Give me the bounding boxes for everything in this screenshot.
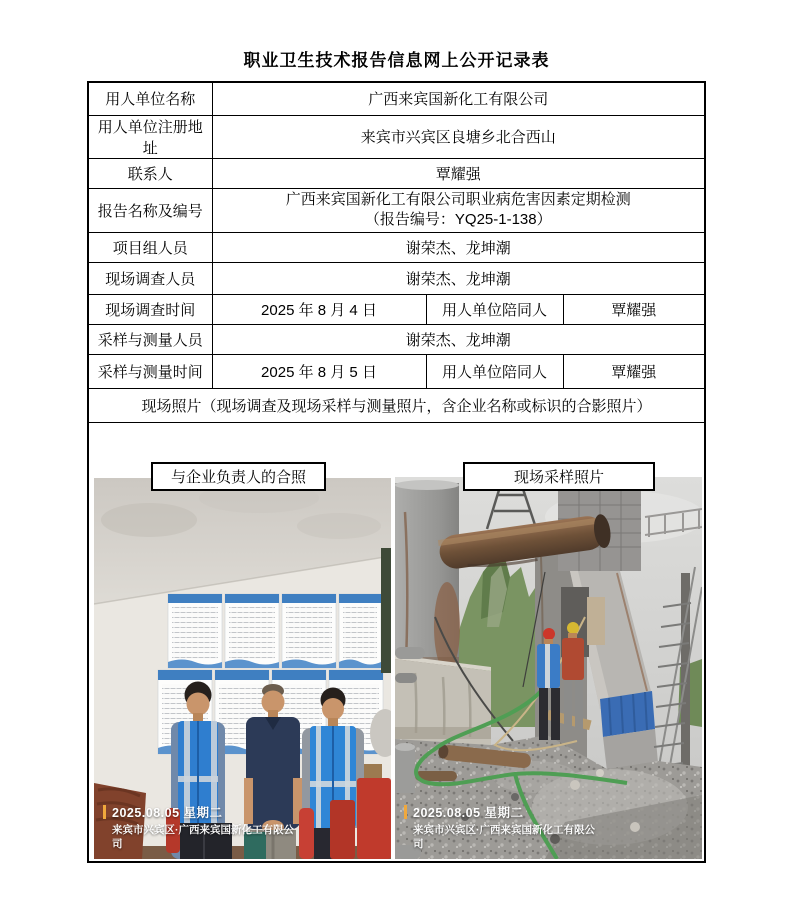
field-value-report-name [212,188,705,232]
group-photo [94,478,391,859]
field-label-project-team: 项目组人员 [88,232,212,262]
group-photo-illustration [94,478,391,859]
timestamp-date-row [404,803,595,821]
field-label-sampling-companion: 用人单位陪同人 [426,354,563,388]
table-row [88,115,705,158]
field-label-sampling-time: 采样与测量时间 [88,354,212,388]
group-photo-caption: 与企业负责人的合照 [151,462,326,491]
field-label-unit-name: 用人单位名称 [88,82,212,115]
timestamp-bar-icon [103,805,106,819]
timestamp-location: 来宾市兴宾区·广西来宾国新化工有限公司 [112,824,294,850]
field-value-unit-name: 广西来宾国新化工有限公司 [212,82,705,115]
field-value-sampling-staff: 谢荣杰、龙坤潮 [212,324,705,354]
photo-timestamp [103,803,294,851]
report-number-line2: （报告编号：YQ25-1-138） [364,211,552,228]
timestamp-date-row [103,803,294,821]
field-label-survey-staff: 现场调查人员 [88,262,212,294]
field-label-survey-time: 现场调查时间 [88,294,212,324]
page-title: 职业卫生技术报告信息网上公开记录表 [243,51,550,70]
field-label-survey-companion: 用人单位陪同人 [426,294,563,324]
table-row [88,232,705,262]
timestamp-location: 来宾市兴宾区·广西来宾国新化工有限公司 [413,824,595,850]
field-value-project-team: 谢荣杰、龙坤潮 [212,232,705,262]
field-value-unit-address: 来宾市兴宾区良塘乡北合西山 [212,115,705,158]
field-value-sampling-date: 2025 年 8 月 5 日 [212,354,426,388]
field-label-contact: 联系人 [88,158,212,188]
photos-cell [88,422,705,862]
field-label-sampling-staff: 采样与测量人员 [88,324,212,354]
photo-timestamp [404,803,595,851]
table-row [88,354,705,388]
table-row [88,82,705,115]
table-row [88,158,705,188]
field-label-unit-address: 用人单位注册地址 [88,115,212,158]
sampling-photo [395,477,702,859]
field-value-contact: 覃耀强 [212,158,705,188]
field-value-survey-staff: 谢荣杰、龙坤潮 [212,262,705,294]
report-name-line1: 广西来宾国新化工有限公司职业病危害因素定期检测 [285,191,631,208]
field-value-survey-date: 2025 年 8 月 4 日 [212,294,426,324]
timestamp-bar-icon [404,805,407,819]
timestamp-date: 2025.08.05 星期二 [413,806,524,821]
table-row [88,324,705,354]
table-row [88,188,705,232]
record-table [87,81,706,863]
field-value-survey-companion: 覃耀强 [563,294,705,324]
table-row [88,388,705,422]
timestamp-date: 2025.08.05 星期二 [112,806,223,821]
table-row [88,422,705,862]
photos-section-header: 现场照片（现场调查及现场采样与测量照片，含企业名称或标识的合影照片） [88,388,705,422]
table-row [88,262,705,294]
field-label-report-name: 报告名称及编号 [88,188,212,232]
sampling-photo-illustration [395,477,702,859]
sampling-photo-caption: 现场采样照片 [463,462,655,491]
table-row [88,294,705,324]
field-value-sampling-companion: 覃耀强 [563,354,705,388]
